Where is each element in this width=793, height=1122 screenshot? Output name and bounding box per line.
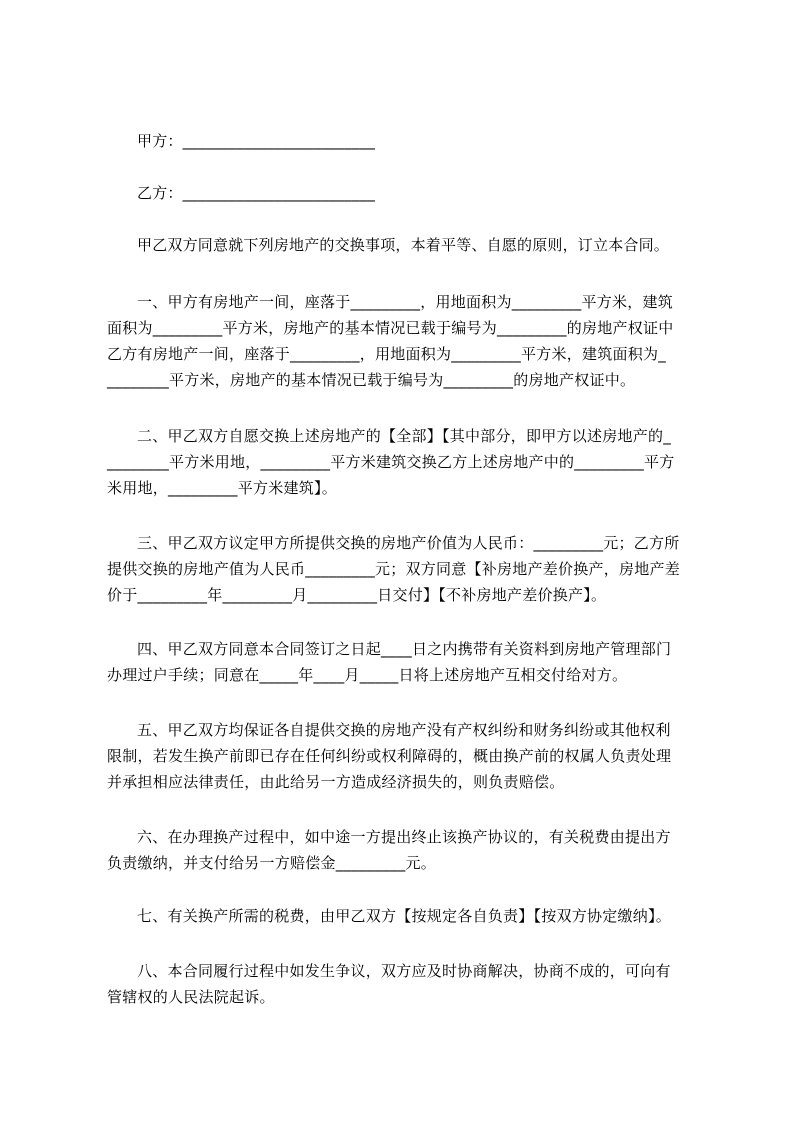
intro-paragraph: 甲乙双方同意就下列房地产的交换事项，本着平等、自愿的原则，订立本合同。 (137, 236, 670, 254)
clause-3-line-3: 价于_________年_________月_________日交付】【不补房地产差价换产】。 (107, 586, 607, 604)
clause-6-line-2: 负责缴纳，并支付给另一方赔偿金_________元。 (107, 854, 437, 872)
clause-3-line-2: 提供交换的房地产值为人民币_________元；双方同意【补房地产差价换产，房地产差 (107, 560, 681, 578)
clause-4-line-2: 办理过户手续；同意在_____年____月_____日将上述房地产互相交付给对方。 (107, 666, 628, 684)
clause-2-line-3: 米用地，_________平方米建筑】。 (107, 479, 338, 497)
clause-1-line-3: 乙方有房地产一间，座落于_________，用地面积为_________平方米，建筑面积为_ (107, 345, 667, 363)
clause-5-line-1: 五、甲乙双方均保证各自提供交换的房地产没有产权纠纷和财务纠纷或其他权利 (137, 721, 671, 739)
clause-5-line-3: 并承担相应法律责任，由此给另一方造成经济损失的，则负责赔偿。 (107, 773, 565, 791)
clause-2-line-2: ________平方米用地，_________平方米建筑交换乙方上述房地产中的_________平方 (107, 453, 675, 471)
clause-1-line-4: ________平方米，房地产的基本情况已载于编号为_________的房地产权证中。 (107, 371, 636, 389)
clause-5-line-2: 限制，若发生换产前即已存在任何纠纷或权利障碍的，概由换产前的权属人负责处理 (107, 747, 672, 765)
clause-8-line-2: 管辖权的人民法院起诉。 (107, 988, 275, 1006)
clause-3-line-1: 三、甲乙双方议定甲方所提供交换的房地产价值为人民币：_________元；乙方所 (137, 534, 680, 552)
party-a-line: 甲方：_________________________ (137, 132, 376, 150)
clause-6-line-1: 六、在办理换产过程中，如中途一方提出终止该换产协议的，有关税费由提出方 (137, 828, 671, 846)
party-b-line: 乙方：_________________________ (137, 184, 376, 202)
clause-8-line-1: 八、本合同履行过程中如发生争议，双方应及时协商解决，协商不成的，可向有 (137, 962, 671, 980)
clause-4-line-1: 四、甲乙双方同意本合同签订之日起____日之内携带有关资料到房地产管理部门 (137, 640, 672, 658)
clause-2-line-1: 二、甲乙双方自愿交换上述房地产的【全部】【其中部分，即甲方以述房地产的_ (137, 427, 672, 445)
clause-7-line-1: 七、有关换产所需的税费，由甲乙双方【按规定各自负责】【按双方协定缴纳】。 (137, 907, 672, 925)
clause-1-line-2: 面积为_________平方米，房地产的基本情况已载于编号为_________的房地产权证中 (107, 319, 674, 337)
clause-1-line-1: 一、甲方有房地产一间，座落于_________，用地面积为_________平方米，建筑 (137, 293, 674, 311)
